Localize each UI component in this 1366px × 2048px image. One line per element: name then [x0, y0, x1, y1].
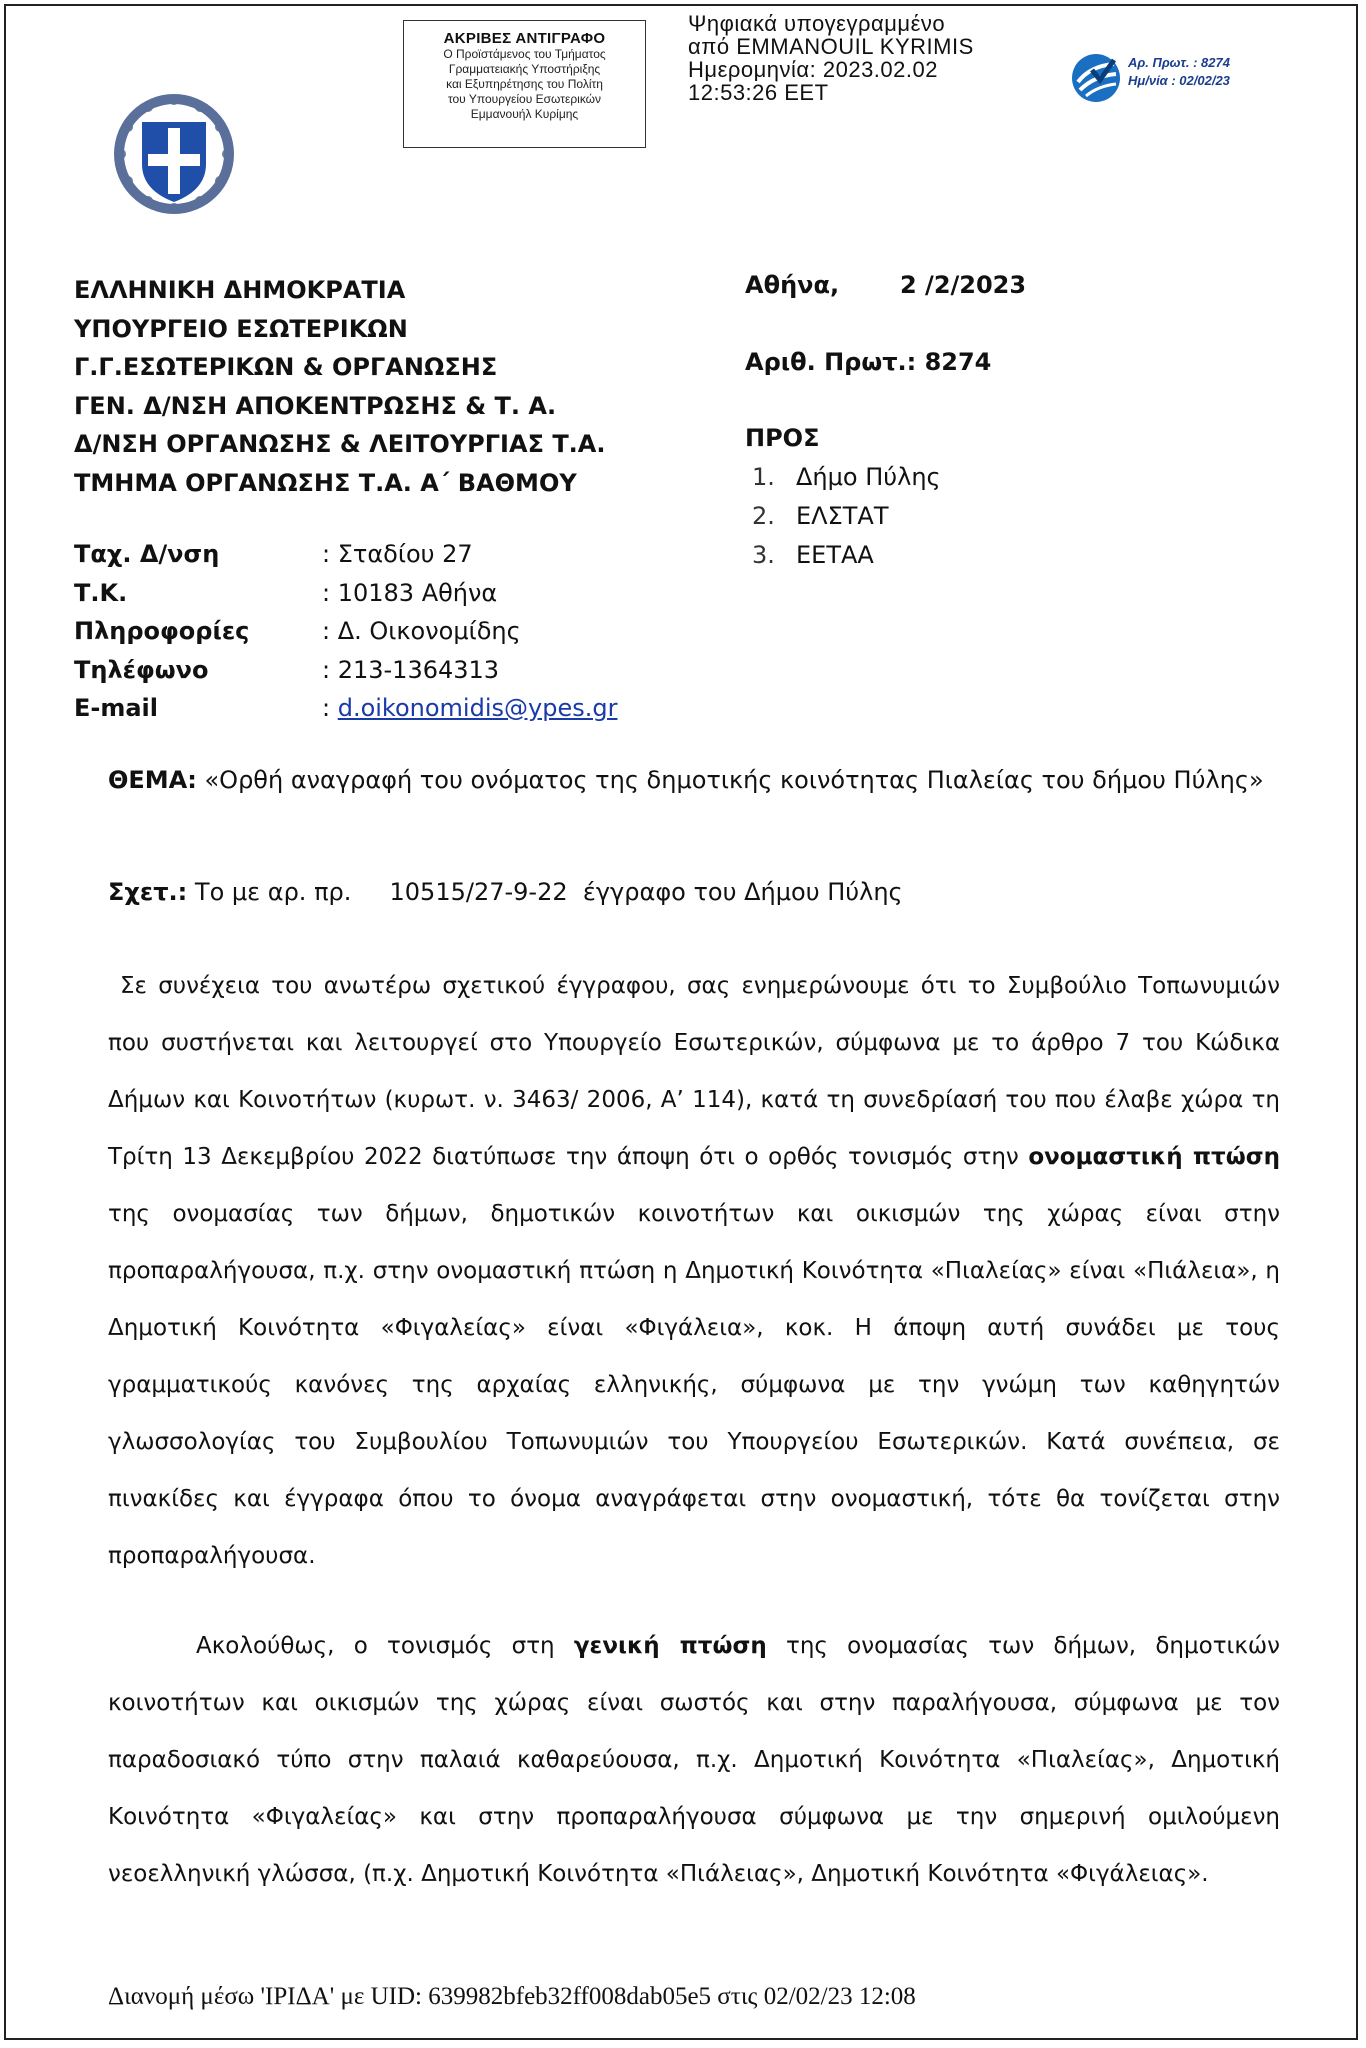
contact-value: : Δ. Οικονομίδης: [322, 617, 521, 645]
digital-signature-line: 12:53:26 EET: [688, 80, 829, 105]
distribution-footer: Διανομή μέσω 'ΙΡΙΔΑ' με UID: 639982bfeb32ff008dab05e5 στις 02/02/23 12:08: [108, 1983, 916, 2010]
stamp-line: Γραμματειακής Υποστήριξης: [448, 62, 601, 76]
sender-header: [74, 271, 606, 502]
contact-value: : 213-1364313: [322, 655, 500, 684]
irida-logo-icon: [1070, 52, 1122, 104]
contact-label: Τηλέφωνο: [74, 655, 209, 684]
stamp-line: Ο Προϊστάμενος του Τμήματος: [443, 47, 606, 61]
irida-protocol: Αρ. Πρωτ. : 8274: [1128, 55, 1230, 70]
paragraph-text: της ονομασίας των δήμων, δημοτικών κοινοτήτων και οικισμών της χώρας είναι στην προπαραλήγουσα, π.χ. στην ονομαστική πτώση η Δημοτική Κοινότητα «Πιαλείας» είναι «Πιάλεια», η Δημοτική Κοινότητα «Φιγαλείας» είναι «Φιγάλεια», κοκ. Η άποψη αυτή συνάδει με τους γραμματικούς κανόνες της αρχαίας ελληνικής, σύμφωνα με την γνώμη των καθηγητών γλωσσολογίας του Συμβουλίου Τοπωνυμιών του Υπουργείου Εσωτερικών. Κατά συνέπεια, σε πινακίδες και έγγραφα όπου το όνομα αναγράφεται στην ονομαστική, τότε θα τονίζεται στην προπαραλήγουσα.: [108, 1201, 1280, 1569]
sender-line: ΥΠΟΥΡΓΕΙΟ ΕΣΩΤΕΡΙΚΩΝ: [74, 314, 408, 343]
contact-label: Ταχ. Δ/νση: [74, 540, 220, 568]
paragraph-text: Ακολούθως, ο τονισμός στη: [196, 1633, 574, 1659]
paragraph-emphasis: γενική πτώση: [573, 1633, 767, 1659]
recipient-name: ΕΛΣΤΑΤ: [796, 502, 889, 530]
reference-text: Το με αρ. πρ. 10515/27-9-22 έγγραφο του Δήμου Πύλης: [194, 878, 903, 906]
recipient-number: 1.: [752, 463, 775, 491]
sender-line: Γ.Γ.ΕΣΩΤΕΡΙΚΩΝ & ΟΡΓΑΝΩΣΗΣ: [74, 353, 498, 381]
irida-protocol-stamp: [1128, 54, 1230, 90]
sender-line: Δ/ΝΣΗ ΟΡΓΑΝΩΣΗΣ & ΛΕΙΤΟΥΡΓΙΑΣ Τ.Α.: [74, 430, 606, 458]
body-paragraph: [108, 1618, 1280, 1903]
paragraph-text: της ονομασίας των δήμων, δημοτικών κοινοτήτων και οικισμών της χώρας είναι σωστός και στην παραλήγουσα, σύμφωνα με τον παραδοσιακό τύπο στην παλαιά καθαρεύουσα, π.χ. Δημοτική Κοινότητα «Πιαλείας», Δημοτική Κοινότητα «Φιγαλείας» και στην προπαραλήγουσα σύμφωνα με την σημερινή ομιλούμενη νεοελληνική γλώσσα, (π.χ. Δημοτική Κοινότητα «Πιάλειας», Δημοτική Κοινότητα «Φιγάλειας».: [108, 1633, 1280, 1887]
place-label: Αθήνα,: [745, 271, 840, 299]
paragraph-text: Σε συνέχεια του ανωτέρω σχετικού έγγραφου, σας ενημερώνουμε ότι το Συμβούλιο Τοπωνυμιών που συστήνεται και λειτουργεί στο Υπουργείο Εσωτερικών, σύμφωνα με το άρθρο 7 του Κώδικα Δήμων και Κοινοτήτων (κυρωτ. ν. 3463/ 2006, Α’ 114), κατά τη συνεδρίασή του που έλαβε χώρα τη Τρίτη 13 Δεκεμβρίου 2022 διατύπωσε την άποψη ότι ο ορθός τονισμός στην: [108, 973, 1280, 1170]
sender-line: ΤΜΗΜΑ ΟΡΓΑΝΩΣΗΣ Τ.Α. Α΄ ΒΑΘΜΟΥ: [74, 468, 577, 497]
contact-value: : Σταδίου 27: [322, 540, 473, 568]
contact-label: Πληροφορίες: [74, 617, 250, 645]
recipient-name: ΕΕΤΑΑ: [796, 541, 874, 569]
contact-label: Τ.Κ.: [74, 578, 128, 607]
subject-label: ΘΕΜΑ:: [108, 766, 197, 794]
subject: [108, 762, 1280, 799]
reference: [108, 878, 903, 906]
stamp-line: και Εξυπηρέτησης του Πολίτη: [446, 77, 603, 91]
email-value-wrap: [322, 694, 617, 722]
recipient-number: 2.: [752, 502, 775, 530]
contact-value: : 10183 Αθήνα: [322, 578, 498, 607]
recipient-item: [752, 463, 941, 491]
stamp-line: Εμμανουήλ Κυρίμης: [470, 107, 579, 121]
email-label: E-mail: [74, 694, 159, 722]
digital-signature-line: Ψηφιακά υπογεγραμμένο: [688, 11, 946, 36]
paragraph-emphasis: ονομαστική πτώση: [1028, 1144, 1280, 1170]
digital-signature-line: από EMMANOUIL KYRIMIS: [688, 34, 974, 59]
stamp-line: του Υπουργείου Εσωτερικών: [447, 92, 602, 106]
sender-line: ΓΕΝ. Δ/ΝΣΗ ΑΠΟΚΕΝΤΡΩΣΗΣ & Τ. Α.: [74, 391, 557, 420]
reference-label: Σχετ.:: [108, 878, 188, 906]
sender-line: ΕΛΛΗΝΙΚΗ ΔΗΜΟΚΡΑΤΙΑ: [74, 276, 406, 304]
recipient-number: 3.: [752, 541, 775, 569]
recipients-label: ΠΡΟΣ: [745, 424, 820, 452]
digital-signature-line: Ημερομηνία: 2023.02.02: [688, 57, 938, 82]
irida-date: Ημ/νία : 02/02/23: [1128, 73, 1230, 88]
certified-copy-stamp: [403, 20, 646, 148]
email-prefix: :: [322, 694, 338, 722]
subject-text: «Ορθή αναγραφή του ονόματος της δημοτικής κοινότητας Πιαλείας του δήμου Πύλης»: [204, 766, 1264, 794]
body-paragraph: [108, 958, 1280, 1585]
recipient-item: [752, 502, 888, 530]
protocol-number: Αριθ. Πρωτ.: 8274: [745, 348, 992, 376]
digital-signature: [688, 12, 974, 104]
stamp-title: ΑΚΡΙΒΕΣ ΑΝΤΙΓΡΑΦΟ: [443, 30, 606, 47]
email-link[interactable]: d.oikonomidis@ypes.gr: [337, 694, 618, 722]
greek-emblem-icon: [112, 92, 236, 216]
recipient-item: [752, 541, 874, 569]
document-date: 2 /2/2023: [900, 271, 1027, 299]
recipient-name: Δήμο Πύλης: [796, 463, 941, 491]
